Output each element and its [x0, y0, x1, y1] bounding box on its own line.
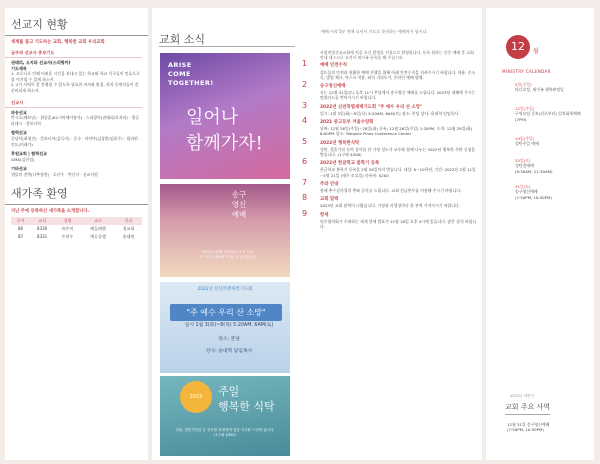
event-text: 성탄주일 예배	[515, 141, 539, 147]
list-item	[297, 80, 478, 101]
divider	[159, 46, 295, 47]
table-cell: 8330	[37, 226, 48, 231]
prayer-item: 2. 2가 사역이 잘 진행될 수 있도록 필요한 비자와 환경, 현지 동역자들이 잘 준비되게 하소서.	[11, 82, 139, 93]
prayer-heading: 기도제목	[11, 65, 27, 71]
table-row	[11, 233, 142, 241]
table-cell: 87	[18, 234, 24, 239]
worship-note: 예배 시작 5분 전에 오셔서 기도로 준비하는 예배자가 됩시다.	[321, 29, 428, 34]
calendar-heading: MINISTRY CALENDAR	[502, 69, 551, 74]
item-body: 성탄, 결혼기념 등의 감사를 한 가정 성도가 교우와 함께 나누는 2022년 행복한 식탁 신청을 받습니다. (1구좌 $300)	[320, 146, 475, 158]
newcomer-table	[11, 217, 142, 241]
arise-text: ARISE COME TOGETHER!	[168, 61, 214, 87]
table-header: 성명	[54, 217, 81, 225]
event-text: 구역모임 중보(뒤로부터) 일치회복예배(7PM)	[515, 111, 581, 122]
item-body: 함께 추수감사절의 추와 감사를 드립니다. 교회 헌금봉투를 이용해 주시기 바랍니다.	[320, 188, 462, 194]
table-cell: 손현우	[61, 233, 74, 239]
dawn-title: 2022년 신년특별새벽기도회	[197, 287, 253, 292]
month-badge: 12	[506, 35, 530, 59]
event-text: 라디오킹, 새가족 행복판정일	[515, 87, 564, 93]
calendar-event	[515, 136, 539, 147]
table-header: 순서	[11, 217, 30, 225]
mission-group	[5, 108, 148, 129]
item-number: 6	[302, 157, 308, 167]
event-text: 송구영신예배 (7:50PM, 10:50PM)	[515, 189, 552, 200]
item-title: 2022년 한글학교 봄학기 등록	[320, 161, 380, 167]
calendar-event	[515, 184, 552, 200]
item-number: 5	[302, 136, 308, 146]
item-body: 2023년 교회 달력이 나왔습니다. 가정과 사업장마다 한 부씩 가져가시기 바랍니다.	[320, 203, 461, 209]
event-text: 성탄절예배 (9:30AM, 11:30AM)	[515, 163, 553, 174]
dawn-theme: "주 예수 우리 산 소망"	[170, 304, 282, 321]
item-number: 1	[302, 59, 308, 69]
item-number: 3	[302, 100, 308, 110]
happy-table-poster	[160, 376, 290, 456]
event-date: 31일(토)	[515, 184, 531, 189]
mission-group	[5, 164, 148, 179]
group-heading: 기타선교	[11, 166, 27, 172]
table-cell: 청교회	[122, 225, 135, 231]
group-heading: 협력선교	[11, 130, 27, 136]
newyear-caption: 2022년 12월 31일(토) 오후 11시 송구영신 예배에 여러분을 초대합니다	[199, 250, 257, 259]
period-label: 2021년 하반기	[510, 394, 535, 398]
dawn-speaker: 강사: 윤대혁 담임목사	[205, 349, 253, 354]
dawn-place: 장소: 본당	[218, 337, 240, 342]
group-text: 박시호(베트남) · 위종훈(K1시아예사장사) · 스리랑카(권태리/오지라) · 방글라데시 · 캄보디아	[11, 115, 140, 126]
item-number: 4	[302, 116, 308, 126]
table-header: 교적	[30, 217, 54, 225]
happy-table-title: 주일 행복한 식탁	[218, 385, 275, 413]
item-title: 항세	[320, 212, 329, 218]
missionary-name: 권태리, 오지라 선교사(스리랑카)	[11, 60, 71, 65]
list-item	[297, 59, 478, 80]
item-number: 2	[302, 80, 308, 90]
mission-group	[5, 128, 148, 149]
welcome-intro: 사랑의빛선교교회에 처음 오신 환영을 진심으로 환영합니다. 등록 원하는 분은 예배 후 교회 안내 데스크로 오셔서 새가족 등록을 해 주십시오.	[320, 50, 474, 61]
newcomer-note: 지난 주에 등록하신 새가족을 소개합니다.	[11, 208, 90, 214]
group-heading: 후원교회 | 협력선교	[11, 151, 47, 157]
calendar-event	[515, 82, 564, 93]
prayer-item: 1. 코로나로 인해 어려운 시간을 보내고 있는 학교와 학교 식구들이 믿음으로 잘 이겨낼 수 있게 하소서.	[11, 71, 140, 82]
item-body: 성도들의 안전과 원활한 예배 진행을 위해 아래 안전수칙을 지켜주시기 바랍니다. 내용: 손소독, 발열 체크, 마스크 착용, 좌석 거리두기, 온라인 예배 병행.	[320, 69, 476, 80]
table-row	[11, 225, 142, 233]
prayer-subheading: 금주의 선교사 중보기도	[5, 46, 142, 58]
mission-headline: 세계를 품고 기도하는 교회, 행복한 교회 우리교회	[11, 40, 105, 45]
calendar-column	[486, 8, 594, 460]
table-header: 목자	[115, 217, 142, 225]
month-label: 월	[533, 48, 539, 55]
left-column	[5, 8, 148, 460]
item-body: 날짜: 12월 26일(주일)~28일(화) 등록: 12월 26일(주일) 1:30PM, 도착: 12월 29일(화) 6:00PM 장소: Tahquitz Pines Conference Center	[320, 126, 473, 137]
group-text: 샘물의 전략(다추정봉) · 호산주 · 박신지 · 선교지원	[11, 171, 98, 177]
missionary-subheading: 선교사	[5, 96, 142, 108]
table-cell: 예루살렘	[90, 233, 106, 239]
list-item	[297, 136, 478, 158]
calendar-event	[515, 158, 553, 174]
table-cell: 8331	[37, 234, 48, 239]
dawn-prayer-poster	[160, 282, 290, 373]
mission-title: 선교지 현황	[5, 8, 148, 36]
item-number: 8	[302, 193, 308, 203]
newyear-service-poster	[160, 184, 290, 277]
newcomer-title: 새가족 환영	[5, 182, 148, 205]
news-list	[297, 50, 478, 233]
ministry-item: 12월 31일 송구영신예배 (7:50PM, 10:50PM)	[507, 422, 550, 433]
group-text: 중남미(최생진) · 캄보디아(김득이) · 중국 · 미얀마(김창환/임윤주) · 필리핀 · 인도(이태가)	[11, 135, 141, 147]
dawn-dates: 일시 1월 3(화)~8(목) 5:20AM, 6AM(토)	[184, 323, 274, 328]
table-cell: 베들레헴	[90, 225, 106, 231]
item-body: 일시: 1월 3일(화)~8일(목) 5:20AM, 6AM(토) 장소: 본당 강사: 윤대혁 담임목사	[320, 110, 459, 116]
list-item	[297, 208, 478, 230]
list-item	[297, 100, 478, 116]
list-item	[297, 177, 478, 194]
arise-poster	[160, 53, 290, 179]
year-badge: 2023	[180, 381, 212, 413]
item-title: 2022년 신년특별새벽기도회 "주 예수 우리 산 소망"	[320, 104, 423, 110]
item-number: 9	[302, 208, 308, 218]
arise-headline: 일어나 함께가자!	[186, 107, 263, 154]
item-title: 2021 중고등부 겨울수양회	[320, 120, 374, 126]
event-date: 19일(주일)	[515, 136, 535, 141]
item-title: 교회 달력	[320, 197, 339, 203]
item-number: 7	[302, 177, 308, 187]
table-cell: 86	[18, 226, 24, 231]
event-date: 12일(주일)	[515, 106, 535, 111]
newyear-title: 송구 영신 예배	[231, 190, 247, 219]
list-item	[297, 116, 478, 137]
item-body: 오는 12월 31일(토) 오후 11시 본당에서 송구영신 예배를 드립니다. 2023년 새해에 주시는 말씀카드를 받아가시기 바랍니다.	[320, 90, 476, 101]
item-title: 2022년 행복한식탁	[320, 140, 360, 146]
group-heading: 파송선교	[11, 109, 27, 115]
item-title: 예배 안전수칙	[320, 63, 347, 69]
news-title: 교회 소식	[159, 33, 206, 46]
news-column	[152, 8, 482, 460]
item-title: 추와 안내	[320, 181, 339, 187]
ministry-title: 교회 주요 사역	[505, 402, 550, 415]
item-body: 한글학교 봄학기 등록을 2월 28일까지 받습니다. 대상: K~10학년, 기간: 2022년 2월 11일~5월 21일 (매주 토요일) 등록비: $200	[320, 167, 476, 178]
table-cell: 유은비	[61, 225, 74, 231]
item-title: 송구영신예배	[320, 84, 346, 90]
happy-table-caption: 성탄, 결혼기념일 등 감사를 표현하며 점심 식사를 드리면 됩니다. (1구좌 $300)	[175, 428, 275, 437]
calendar-event	[515, 106, 589, 122]
group-text: GMA(김진섭)	[11, 156, 35, 162]
table-header: 교구	[81, 217, 115, 225]
missionary-block	[5, 58, 148, 96]
mission-group	[5, 149, 148, 164]
event-date: 5일(주일)	[515, 82, 532, 87]
table-cell: 윤대현	[122, 233, 135, 239]
list-item	[297, 193, 478, 209]
list-item	[297, 157, 478, 178]
item-body: 원주협의회가 주최하는 세계 향세 발표가 12월 18일 오후 4시에 있습니다. 많은 참석 바랍니다.	[320, 218, 477, 230]
event-date: 25일(토)	[515, 158, 531, 163]
